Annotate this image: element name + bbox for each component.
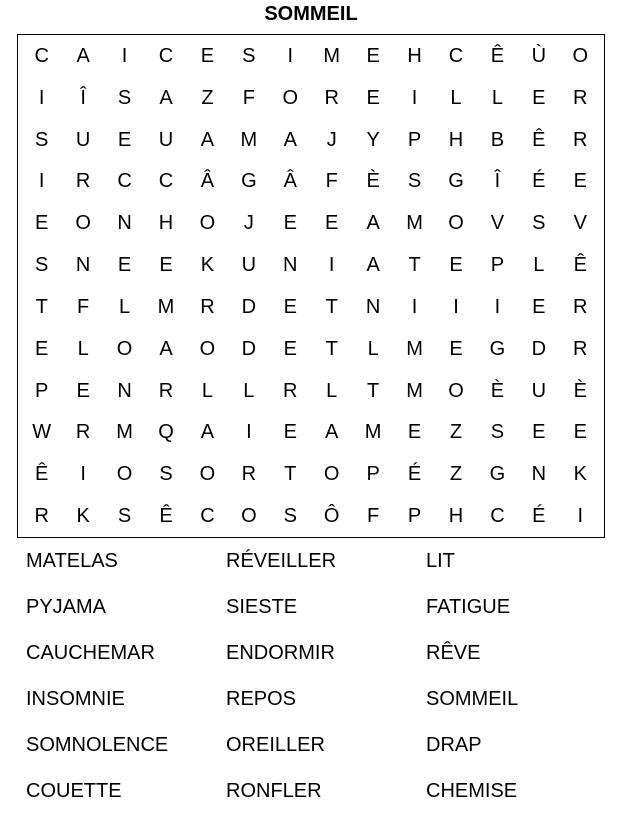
grid-cell[interactable]: C xyxy=(34,44,49,67)
word-list-item: ENDORMIR xyxy=(226,642,335,664)
grid-cell[interactable]: V xyxy=(573,212,587,235)
grid-cell[interactable]: E xyxy=(573,421,587,444)
grid-cell[interactable]: Ê xyxy=(490,44,505,67)
grid-cell[interactable]: R xyxy=(75,421,91,444)
grid-cell[interactable]: R xyxy=(283,379,298,402)
grid-cell[interactable]: Ê xyxy=(532,128,546,151)
grid-cell[interactable]: T xyxy=(35,295,48,318)
grid-cell[interactable]: E xyxy=(200,44,215,67)
grid-cell[interactable]: G xyxy=(489,337,506,360)
grid-cell[interactable]: K xyxy=(200,254,215,277)
grid-cell[interactable]: S xyxy=(117,86,132,109)
grid-cell[interactable]: N xyxy=(117,212,132,235)
word-list-item: DRAP xyxy=(426,734,482,756)
grid-cell[interactable]: N xyxy=(283,254,298,277)
grid-cell[interactable]: W xyxy=(32,421,52,444)
grid-cell[interactable]: E xyxy=(283,295,297,318)
word-list-item: LIT xyxy=(426,550,455,572)
grid-cell[interactable]: R xyxy=(241,463,257,486)
grid-cell[interactable]: I xyxy=(328,254,335,277)
word-list-item: SIESTE xyxy=(226,596,298,618)
grid-cell[interactable]: L xyxy=(491,86,503,109)
grid-cell[interactable]: R xyxy=(200,295,215,318)
grid-cell[interactable]: L xyxy=(533,254,545,277)
grid-cell[interactable]: H xyxy=(448,128,464,151)
grid-cell[interactable]: L xyxy=(119,295,131,318)
grid-cell[interactable]: G xyxy=(241,170,257,193)
grid-cell[interactable]: T xyxy=(325,337,338,360)
grid-cell[interactable]: E xyxy=(532,421,546,444)
grid-cell[interactable]: S xyxy=(283,505,297,528)
grid-cell[interactable]: D xyxy=(241,337,257,360)
grid-cell[interactable]: C xyxy=(448,44,464,67)
grid-cell[interactable]: F xyxy=(77,295,90,318)
grid-cell[interactable]: R xyxy=(34,505,49,528)
grid-cell[interactable]: H xyxy=(407,44,422,67)
grid-cell[interactable]: Y xyxy=(366,128,380,151)
grid-cell[interactable]: M xyxy=(116,421,133,444)
letter-grid xyxy=(17,34,605,538)
grid-cell[interactable]: E xyxy=(283,421,297,444)
grid-cell[interactable]: Â xyxy=(200,170,215,193)
word-list-item: CAUCHEMAR xyxy=(26,642,155,664)
grid-cell[interactable]: A xyxy=(200,128,215,151)
grid-cell[interactable]: E xyxy=(283,212,297,235)
grid-cell[interactable]: F xyxy=(325,170,338,193)
grid-cell[interactable]: Â xyxy=(283,170,297,193)
word-list-item: INSOMNIE xyxy=(26,688,125,710)
grid-cell[interactable]: É xyxy=(532,505,546,528)
grid-cell[interactable]: M xyxy=(406,212,423,235)
grid-cell[interactable]: C xyxy=(117,170,132,193)
grid-cell[interactable]: C xyxy=(158,44,174,67)
word-list-item: COUETTE xyxy=(26,780,122,802)
grid-cell[interactable]: M xyxy=(323,44,341,67)
grid-cell[interactable]: O xyxy=(572,44,589,67)
grid-cell[interactable]: U xyxy=(75,128,91,151)
grid-cell[interactable]: M xyxy=(406,337,423,360)
word-list-item: OREILLER xyxy=(226,734,325,756)
grid-cell[interactable]: E xyxy=(117,128,132,151)
grid-cell[interactable]: E xyxy=(449,337,463,360)
grid-cell[interactable]: E xyxy=(76,379,90,402)
grid-cell[interactable]: M xyxy=(364,421,382,444)
grid-cell[interactable]: I xyxy=(38,86,45,109)
grid-cell[interactable]: A xyxy=(159,86,173,109)
grid-cell[interactable]: R xyxy=(573,295,588,318)
grid-cell[interactable]: I xyxy=(494,295,501,318)
grid-cell[interactable]: Z xyxy=(449,463,463,486)
grid-cell[interactable]: P xyxy=(366,463,380,486)
grid-cell[interactable]: I xyxy=(453,295,459,318)
grid-cell[interactable]: O xyxy=(116,337,133,360)
grid-cell[interactable]: K xyxy=(76,505,90,528)
grid-cell[interactable]: E xyxy=(117,254,132,277)
grid-cell[interactable]: N xyxy=(531,463,547,486)
grid-cell[interactable]: Z xyxy=(449,421,463,444)
grid-cell[interactable]: R xyxy=(158,379,174,402)
grid-cell[interactable]: T xyxy=(408,254,421,277)
grid-cell[interactable]: E xyxy=(573,170,587,193)
grid-cell[interactable]: R xyxy=(75,170,91,193)
grid-cell[interactable]: L xyxy=(201,379,213,402)
word-list-item: RÉVEILLER xyxy=(226,550,337,572)
grid-cell[interactable]: A xyxy=(76,44,90,67)
grid-cell[interactable]: Ô xyxy=(323,505,340,528)
grid-cell[interactable]: B xyxy=(490,128,505,151)
grid-cell[interactable]: L xyxy=(450,86,462,109)
grid-cell[interactable]: S xyxy=(242,44,256,67)
grid-cell[interactable]: T xyxy=(367,379,380,402)
grid-cell[interactable]: E xyxy=(407,421,422,444)
grid-cell[interactable]: Î xyxy=(494,170,501,193)
grid-cell[interactable]: E xyxy=(325,212,339,235)
grid-cell[interactable]: S xyxy=(117,505,132,528)
grid-cell[interactable]: I xyxy=(121,44,128,67)
grid-cell[interactable]: U xyxy=(531,379,547,402)
word-list xyxy=(26,549,606,825)
grid-cell[interactable]: R xyxy=(573,128,588,151)
word-list-item: PYJAMA xyxy=(26,596,107,618)
grid-cell[interactable]: E xyxy=(532,86,546,109)
grid-cell[interactable]: E xyxy=(366,86,380,109)
word-list-item: REPOS xyxy=(226,688,297,710)
grid-cell[interactable]: S xyxy=(35,128,49,151)
word-list-item: RONFLER xyxy=(226,780,322,802)
grid-cell[interactable]: C xyxy=(200,505,215,528)
word-list-item: CHEMISE xyxy=(426,780,518,802)
grid-cell[interactable]: Q xyxy=(158,421,174,444)
grid-cell[interactable]: Î xyxy=(80,86,86,109)
grid-cell[interactable]: T xyxy=(325,295,338,318)
grid-cell[interactable]: L xyxy=(326,379,338,402)
grid-cell[interactable]: N xyxy=(75,254,91,277)
grid-cell[interactable]: J xyxy=(243,212,254,235)
grid-cell[interactable]: O xyxy=(282,86,299,109)
grid-cell[interactable]: O xyxy=(116,463,133,486)
grid-cell[interactable]: O xyxy=(323,463,340,486)
grid-cell[interactable]: Z xyxy=(201,86,214,109)
grid-cell[interactable]: O xyxy=(75,212,91,235)
grid-cell[interactable]: O xyxy=(448,212,464,235)
grid-cell[interactable]: M xyxy=(406,379,423,402)
grid-cell[interactable]: S xyxy=(407,170,422,193)
grid-cell[interactable]: T xyxy=(284,463,297,486)
grid-cell[interactable]: A xyxy=(366,212,380,235)
grid-cell[interactable]: É xyxy=(532,170,546,193)
grid-cell[interactable]: L xyxy=(243,379,255,402)
grid-cell[interactable]: K xyxy=(573,463,587,486)
grid-cell[interactable]: E xyxy=(283,337,297,360)
grid-cell[interactable]: I xyxy=(80,463,86,486)
word-list-item: MATELAS xyxy=(26,550,118,572)
grid-cell[interactable]: L xyxy=(77,337,89,360)
grid-cell[interactable]: A xyxy=(366,254,380,277)
grid-cell[interactable]: E xyxy=(35,212,49,235)
word-list-item: SOMNOLENCE xyxy=(26,734,169,756)
grid-cell[interactable]: S xyxy=(159,463,173,486)
grid-cell[interactable]: S xyxy=(532,212,546,235)
grid-cell[interactable]: A xyxy=(200,421,215,444)
grid-cell[interactable]: Ù xyxy=(531,44,547,67)
grid-cell[interactable]: I xyxy=(38,170,45,193)
grid-cell[interactable]: L xyxy=(367,337,379,360)
grid-cell[interactable]: I xyxy=(411,86,418,109)
grid-cell[interactable]: Ê xyxy=(35,463,49,486)
grid-cell[interactable]: R xyxy=(573,86,588,109)
grid-cell[interactable]: N xyxy=(117,379,132,402)
grid-cell[interactable]: F xyxy=(367,505,380,528)
grid-cell[interactable]: R xyxy=(573,337,588,360)
grid-cell[interactable]: I xyxy=(287,44,294,67)
grid-cell[interactable]: I xyxy=(577,505,584,528)
grid-cell[interactable]: È xyxy=(490,379,505,402)
grid-cell[interactable]: A xyxy=(159,337,173,360)
grid-cell[interactable]: I xyxy=(411,295,418,318)
grid-cell[interactable]: G xyxy=(448,170,464,193)
grid-cell[interactable]: U xyxy=(241,254,257,277)
grid-cell[interactable]: P xyxy=(35,379,49,402)
grid-cell[interactable]: A xyxy=(325,421,339,444)
grid-cell[interactable]: E xyxy=(449,254,463,277)
word-list-item: SOMMEIL xyxy=(426,688,519,710)
grid-cell[interactable]: N xyxy=(365,295,381,318)
grid-cell[interactable]: P xyxy=(407,128,422,151)
grid-cell[interactable]: V xyxy=(490,212,505,235)
grid-cell[interactable]: D xyxy=(241,295,257,318)
grid-cell[interactable]: E xyxy=(159,254,173,277)
word-list-item: FATIGUE xyxy=(426,596,511,618)
grid-cell[interactable]: P xyxy=(490,254,505,277)
grid-cell[interactable]: H xyxy=(448,505,464,528)
grid-cell[interactable]: O xyxy=(448,379,464,402)
grid-cell[interactable]: D xyxy=(531,337,547,360)
grid-cell[interactable]: P xyxy=(407,505,422,528)
grid-cell[interactable]: I xyxy=(246,421,252,444)
grid-cell[interactable]: È xyxy=(573,379,587,402)
grid-cell[interactable]: R xyxy=(324,86,339,109)
grid-cell[interactable]: J xyxy=(326,128,337,151)
word-list-item: RÊVE xyxy=(426,642,481,664)
grid-cell[interactable]: U xyxy=(158,128,174,151)
grid-cell[interactable]: È xyxy=(366,170,380,193)
grid-cell[interactable]: E xyxy=(366,44,380,67)
grid-cell[interactable]: A xyxy=(283,128,297,151)
grid-cell[interactable]: S xyxy=(490,421,505,444)
grid-cell[interactable]: M xyxy=(240,128,258,151)
grid-cell[interactable]: C xyxy=(158,170,174,193)
grid-cell[interactable]: E xyxy=(532,295,546,318)
grid-cell[interactable]: O xyxy=(241,505,257,528)
grid-cell[interactable]: H xyxy=(158,212,174,235)
grid-cell[interactable]: S xyxy=(35,254,49,277)
grid-cell[interactable]: G xyxy=(489,463,506,486)
grid-cell[interactable]: C xyxy=(490,505,505,528)
grid-cell[interactable]: Ê xyxy=(573,254,587,277)
grid-cell[interactable]: E xyxy=(35,337,49,360)
grid-cell[interactable]: Ê xyxy=(159,505,173,528)
grid-cell[interactable]: O xyxy=(199,463,216,486)
grid-cell[interactable]: O xyxy=(199,212,216,235)
grid-cell[interactable]: É xyxy=(407,463,422,486)
grid-cell[interactable]: M xyxy=(157,295,175,318)
puzzle-title: SOMMEIL xyxy=(264,3,358,25)
grid-cell[interactable]: F xyxy=(242,86,255,109)
grid-cell[interactable]: O xyxy=(199,337,216,360)
